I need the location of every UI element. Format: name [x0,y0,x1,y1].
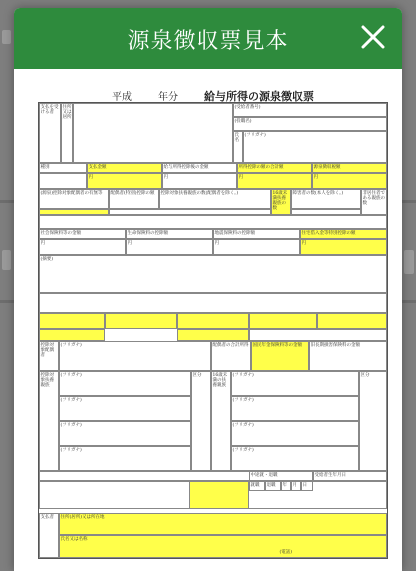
earthquake-insurance-cell: 円 [213,239,300,255]
dependent-row-1: (フリガナ) [59,371,191,396]
phone-label: (電話) [279,549,293,555]
payer-name-field: 氏名又は名称 [59,535,387,558]
deduction-after-cell: 円 [162,173,237,189]
era-label: 平成 [112,92,132,103]
payment-amount-header: 支払金額 [87,163,162,173]
withholding-slip-form [38,88,388,563]
national-pension-cell: 国民年金保険料等の金額 [251,341,309,371]
detail-yellow-7 [177,329,249,341]
background-text [404,250,414,274]
detail-row-3 [249,329,387,341]
name-label: 氏名 [233,131,243,163]
dependent-category-column: 区分 [191,371,211,471]
year-label: 年 [281,481,291,491]
detail-yellow-5 [317,313,387,329]
disabled-count-header: 障害者の数(本人を除く。) [291,189,361,209]
spouse-special-header: 配偶者(特別)控除の額 [109,189,159,209]
background-text [2,30,11,44]
minor-section-label: 16歳未満の扶養親族 [211,371,231,471]
social-insurance-header: 社会保険料等の金額 [39,229,126,239]
recipient-label: 支払を受ける者 [39,103,61,163]
form-title: 給与所得の源泉徴収票 [204,90,314,103]
nonresident-header: 非居住者である親族の数 [361,189,387,215]
longterm-care-cell: 旧長期損害保険料の金額 [309,341,387,371]
minor-category-column: 区分 [359,371,387,471]
detail-row-1 [39,293,387,313]
payer-address-field: 住所(居所)又は所在地 [59,513,387,535]
close-button[interactable] [358,22,388,52]
dependents-section-label: 控除対象扶養親族 [39,371,59,471]
detail-yellow-4 [249,313,317,329]
hire-label: 就職 [249,481,265,491]
housing-loan-header: 住宅借入金等特別控除の額 [300,229,387,239]
earthquake-insurance-header: 地震保険料の控除額 [213,229,300,239]
detail-yellow-1 [39,313,105,329]
form-title-row [38,88,388,102]
spouse-section-label: 控除対象配偶者 [39,341,59,371]
deduction-total-cell: 円 [237,173,312,189]
modal-title: 源泉徴収票見本 [127,29,289,54]
minor-row-2: (フリガナ) [231,396,359,421]
social-insurance-cell: 円 [39,239,126,255]
day-label: 日 [301,481,313,491]
mid-change-header: 中途就・退職 [249,471,313,481]
spouse-name-field: (フリガナ) [59,341,211,371]
retire-label: 退職 [265,481,281,491]
dependent-row-4: (フリガナ) [59,446,191,471]
sample-modal [14,8,402,571]
life-insurance-header: 生命保険料の控除額 [126,229,213,239]
minor-dependent-header: 16歳未満扶養親族の数 [271,189,291,215]
minor-row-3: (フリガナ) [231,421,359,446]
deduction-after-header: 給与所得控除後の金額 [162,163,237,173]
dependents-values-row [39,215,387,229]
housing-loan-cell: 円 [300,239,387,255]
furigana-field: (フリガナ) [243,131,387,163]
payer-label: 支払者 [39,513,59,558]
minor-row-1: (フリガナ) [231,371,359,396]
withholding-tax-cell: 円 [312,173,387,189]
address-field [73,103,233,163]
modal-header [14,8,402,69]
withholding-tax-header: 源泉徴収税額 [312,163,387,173]
month-label: 月 [291,481,301,491]
type-cell [39,173,87,189]
form-sheet [38,102,388,559]
payment-amount-cell: 円 [87,173,162,189]
spouse-income-label: 配偶者の合計所得 [211,341,251,371]
address-label: 住所又は居所 [61,103,73,163]
year-unit-label: 年分 [158,92,178,103]
position-field: (役職名) [233,117,387,131]
dependent-row-3: (フリガナ) [59,421,191,446]
dependent-count-header: 控除対象扶養親族の数(配偶者を除く。) [159,189,271,209]
birth-header: 受給者生年月日 [313,471,387,481]
spouse-status-header: (源泉)控除対象配偶者の有無等 [39,189,109,209]
type-header: 種別 [39,163,87,173]
close-icon [358,22,388,52]
detail-yellow-6 [39,329,105,341]
detail-yellow-2 [105,313,177,329]
deduction-total-header: 所得控除の額の合計額 [237,163,312,173]
status-yellow-cell [189,481,249,509]
recipient-number: (受給者番号) [233,103,387,117]
detail-yellow-3 [177,313,249,329]
dependent-row-2: (フリガナ) [59,396,191,421]
background-text [2,250,11,270]
summary-box: (摘要) [39,255,387,293]
minor-row-4: (フリガナ) [231,446,359,471]
life-insurance-cell: 円 [126,239,213,255]
